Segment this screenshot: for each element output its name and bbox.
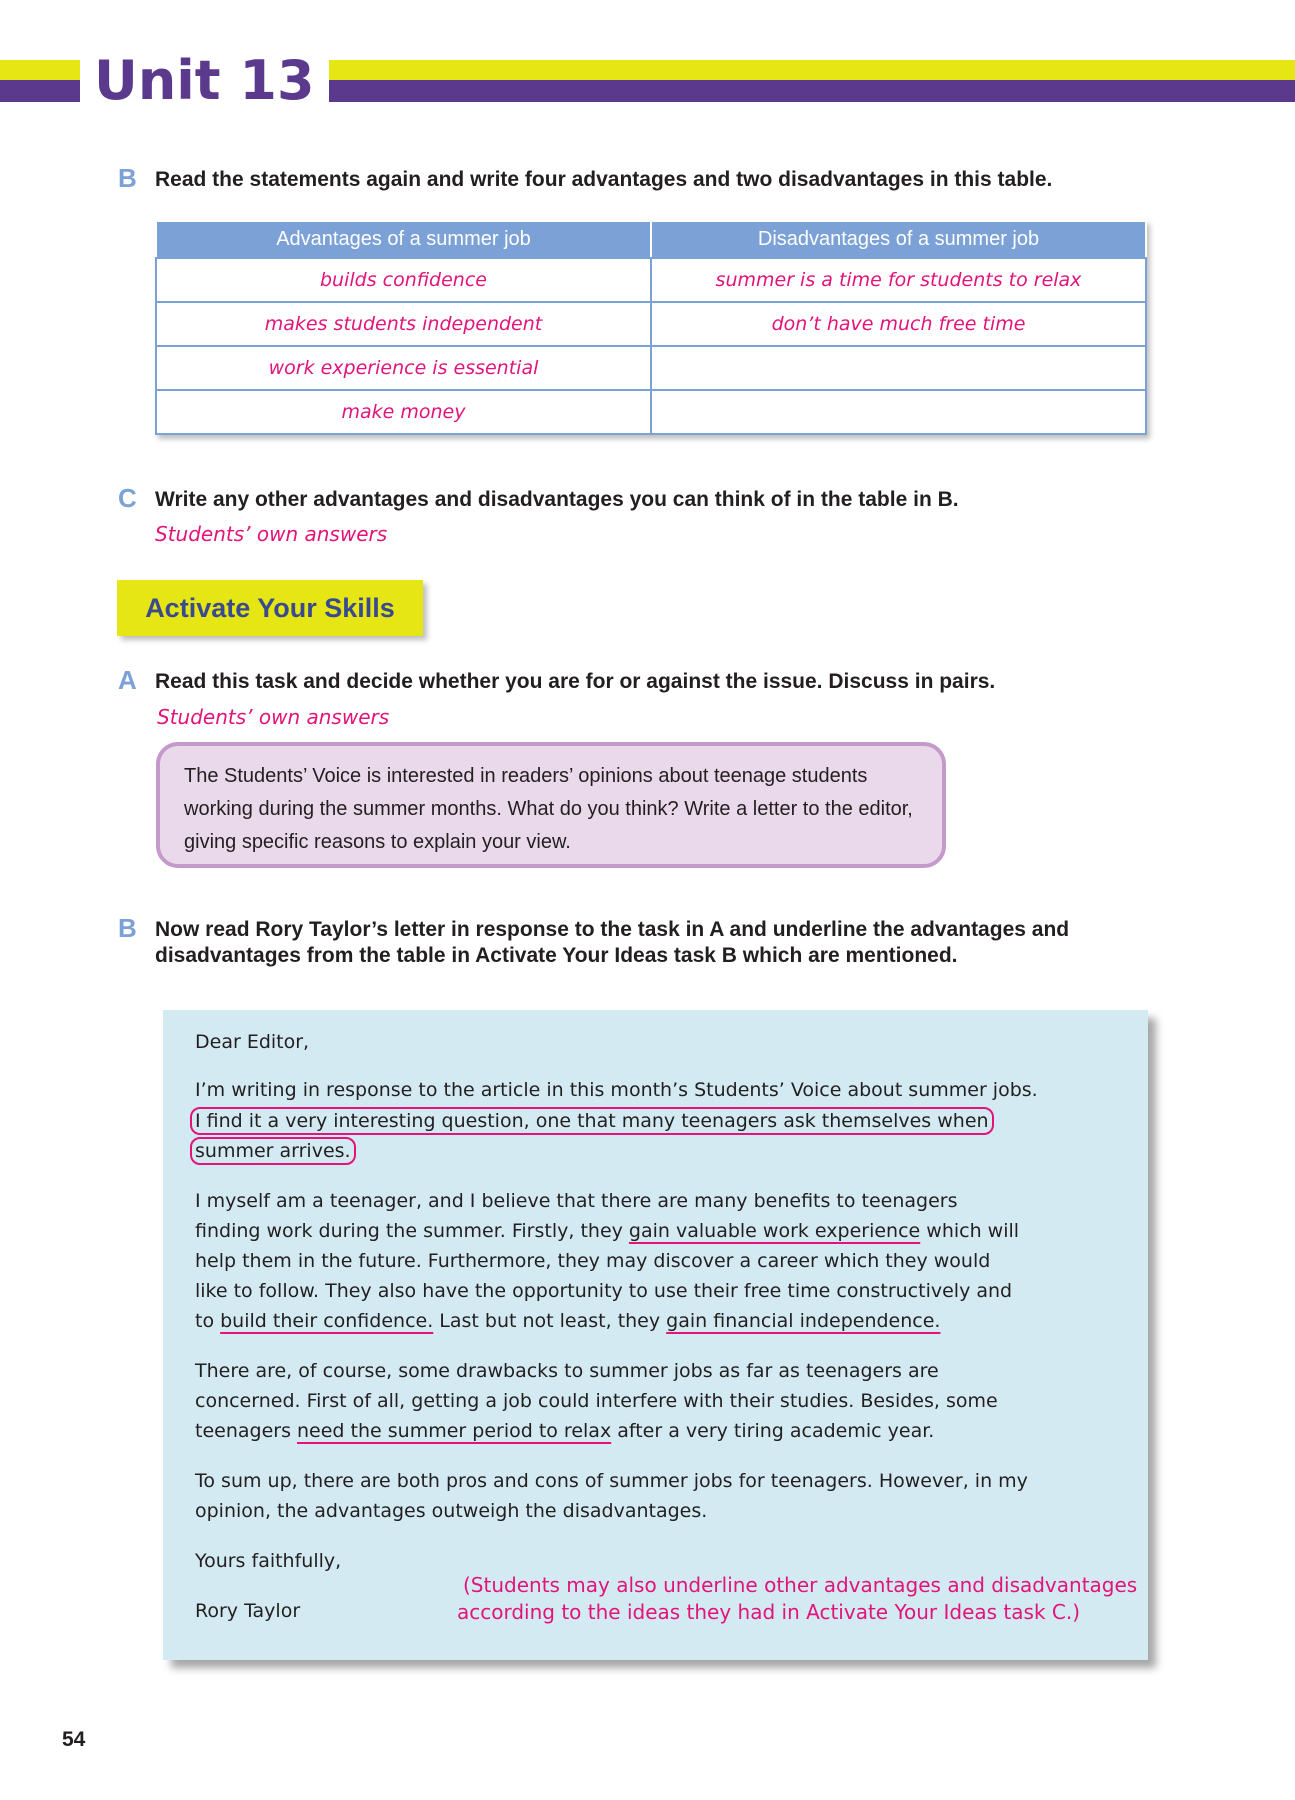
letter-p1-line1: I’m writing in response to the article in this month’s Students’ Voice about summer jobs. bbox=[195, 1079, 1038, 1101]
text-segment: Last but not least, they bbox=[433, 1310, 667, 1332]
table-row bbox=[156, 390, 1146, 434]
section-c-letter: C bbox=[118, 483, 137, 513]
section-b-letter: B bbox=[118, 163, 137, 193]
section-c-instruction: Write any other advantages and disadvantages you can think of in the table in B. bbox=[155, 488, 959, 511]
letter-p2-line4: like to follow. They also have the opportunity to use their free time constructively and bbox=[195, 1280, 1013, 1302]
table-header-advantages: Advantages of a summer job bbox=[156, 221, 651, 258]
letter-closing: Yours faithfully, bbox=[195, 1550, 342, 1572]
table-row bbox=[156, 258, 1146, 302]
table-cell bbox=[651, 346, 1146, 390]
letter-p3-line1: There are, of course, some drawbacks to summer jobs as far as teenagers are bbox=[195, 1360, 939, 1382]
task-a-letter: A bbox=[118, 665, 137, 695]
circled-sentence-part1: I find it a very interesting question, one that many teenagers ask themselves when bbox=[190, 1107, 994, 1135]
underlined-disadvantage: need the summer period to relax bbox=[297, 1420, 612, 1442]
task-a-instruction: Read this task and decide whether you are for or against the issue. Discuss in pairs. bbox=[155, 670, 996, 693]
advantages-table bbox=[155, 220, 1147, 435]
underlined-advantage: build their confidence. bbox=[220, 1310, 434, 1332]
text-segment: teenagers bbox=[195, 1420, 298, 1442]
circled-sentence-part2: summer arrives. bbox=[190, 1137, 356, 1165]
task-b-instruction-line1: Now read Rory Taylor’s letter in response to the task in A and underline the advantages and bbox=[155, 918, 1070, 941]
section-b-instruction: Read the statements again and write four advantages and two disadvantages in this table. bbox=[155, 168, 1053, 191]
letter-p2-line5 bbox=[195, 1306, 940, 1336]
table-row bbox=[156, 346, 1146, 390]
task-box: The Students’ Voice is interested in readers’ opinions about teenage students working during the summer months. What do you think? Write a letter to the editor, giving specific reasons to explain your view. bbox=[156, 742, 946, 868]
table-cell: summer is a time for students to relax bbox=[651, 258, 1146, 302]
text-segment: finding work during the summer. Firstly, they bbox=[195, 1220, 629, 1242]
table-header-row bbox=[156, 221, 1146, 258]
table-header-disadvantages: Disadvantages of a summer job bbox=[651, 221, 1146, 258]
underlined-advantage: gain valuable work experience bbox=[628, 1220, 921, 1242]
table-cell: work experience is essential bbox=[156, 346, 651, 390]
task-b-letter: B bbox=[118, 913, 137, 943]
section-c-answer: Students’ own answers bbox=[155, 522, 388, 546]
table-cell: don’t have much free time bbox=[651, 302, 1146, 346]
letter-p1-line3 bbox=[190, 1136, 356, 1166]
letter-greeting: Dear Editor, bbox=[195, 1031, 310, 1053]
table-cell bbox=[651, 390, 1146, 434]
text-segment: to bbox=[195, 1310, 221, 1332]
letter-signature: Rory Taylor bbox=[195, 1600, 301, 1622]
table-cell: make money bbox=[156, 390, 651, 434]
task-b-instruction-line2: disadvantages from the table in Activate Your Ideas task B which are mentioned. bbox=[155, 944, 958, 967]
text-segment: which will bbox=[920, 1220, 1020, 1242]
unit-title: Unit 13 bbox=[80, 48, 329, 114]
letter-p2-line3: help them in the future. Furthermore, they may discover a career which they would bbox=[195, 1250, 991, 1272]
text-segment: after a very tiring academic year. bbox=[611, 1420, 935, 1442]
task-a-answer: Students’ own answers bbox=[157, 705, 390, 729]
teacher-note-line2: according to the ideas they had in Activate Your Ideas task C.) bbox=[457, 1600, 1081, 1624]
letter-p4-line2: opinion, the advantages outweigh the disadvantages. bbox=[195, 1500, 708, 1522]
letter-p1-line2 bbox=[190, 1106, 994, 1136]
table-row bbox=[156, 302, 1146, 346]
table-cell: builds confidence bbox=[156, 258, 651, 302]
letter-p3-line2: concerned. First of all, getting a job could interfere with their studies. Besides, some bbox=[195, 1390, 998, 1412]
letter-p2-line1: I myself am a teenager, and I believe that there are many benefits to teenagers bbox=[195, 1190, 958, 1212]
letter-p2-line2 bbox=[195, 1216, 1019, 1246]
letter-p3-line3 bbox=[195, 1416, 934, 1446]
page-number: 54 bbox=[62, 1728, 86, 1751]
activate-your-skills-heading: Activate Your Skills bbox=[117, 580, 423, 636]
table-cell: makes students independent bbox=[156, 302, 651, 346]
teacher-note-line1: (Students may also underline other advantages and disadvantages bbox=[463, 1573, 1138, 1597]
underlined-advantage: gain financial independence. bbox=[666, 1310, 941, 1332]
letter-p4-line1: To sum up, there are both pros and cons of summer jobs for teenagers. However, in my bbox=[195, 1470, 1028, 1492]
